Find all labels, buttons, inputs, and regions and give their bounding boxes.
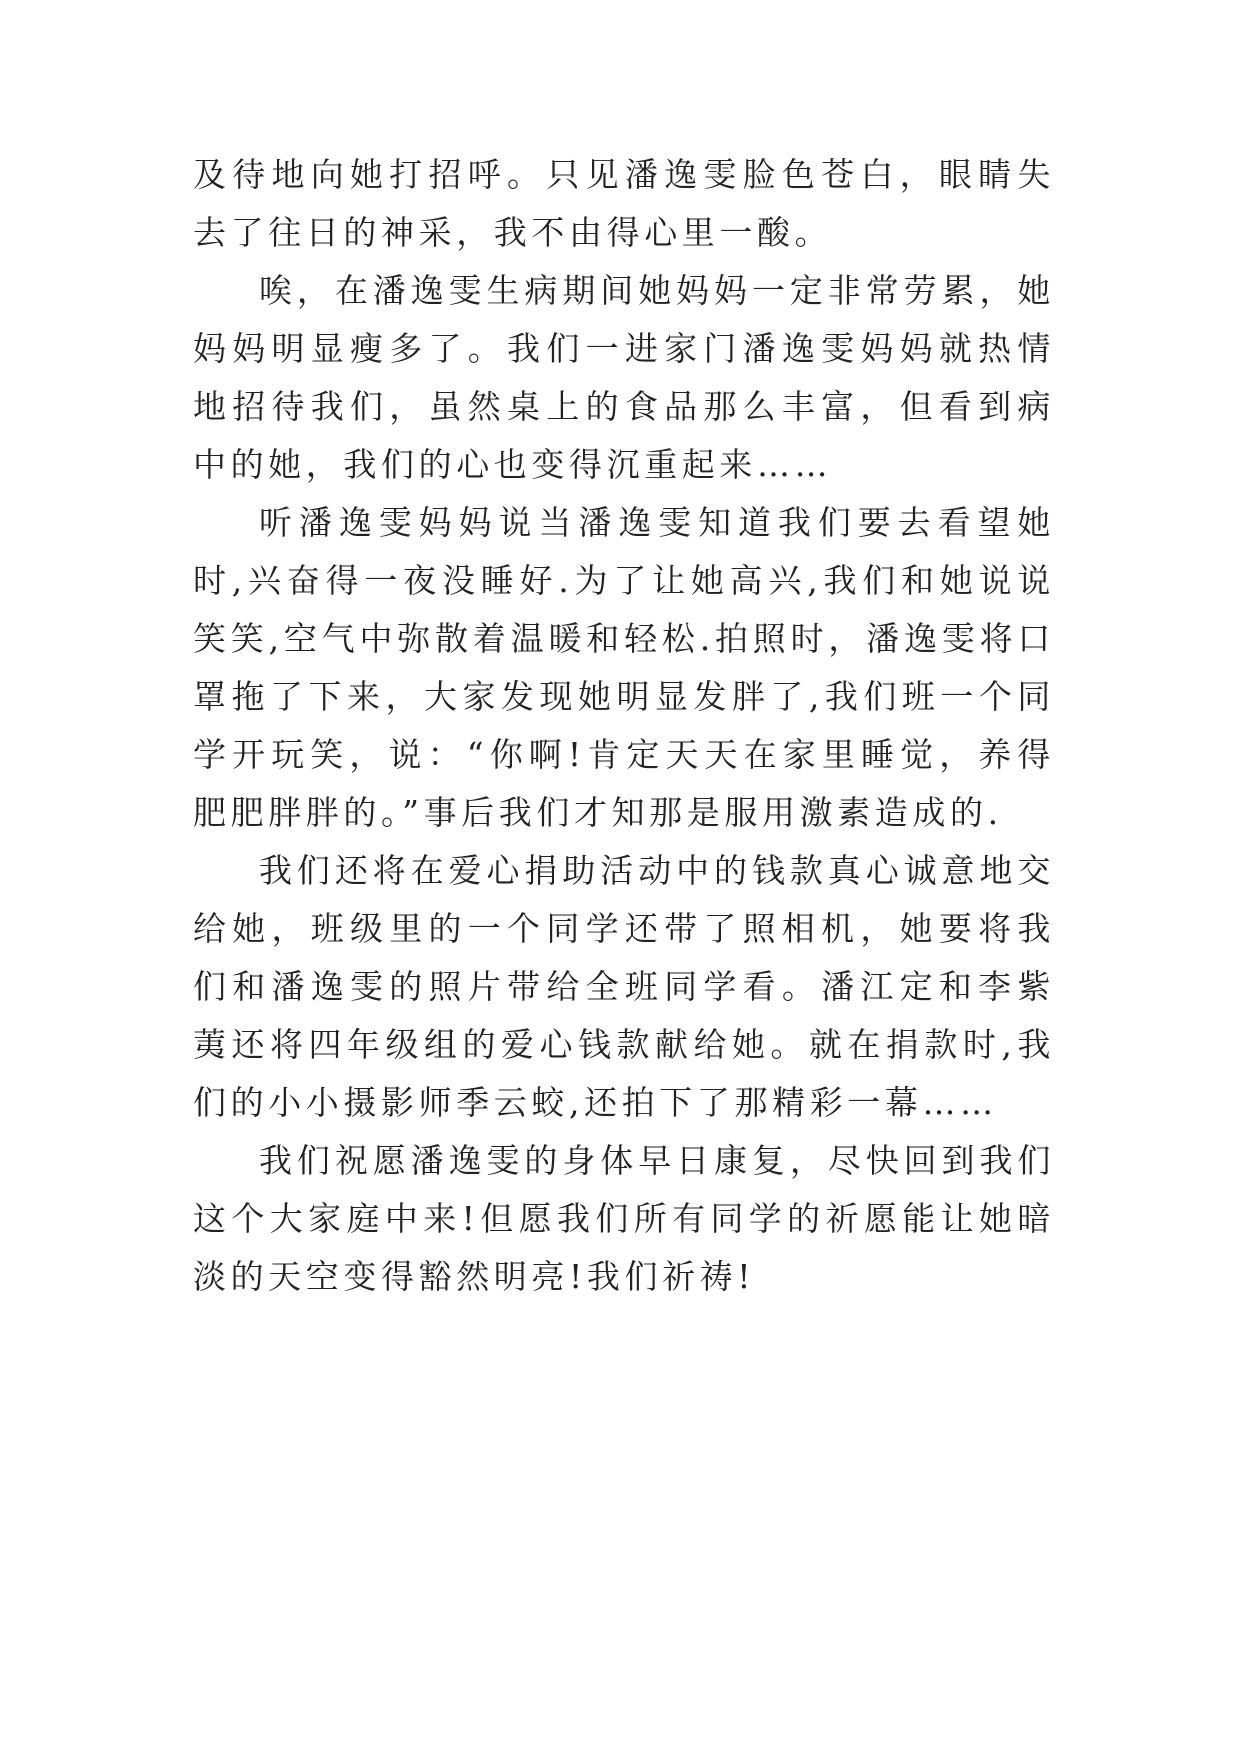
paragraph-4: 我们还将在爱心捐助活动中的钱款真心诚意地交给她，班级里的一个同学还带了照相机，她要将我们和潘逸雯的照片带给全班同学看。潘江定和李紫荑还将四年级组的爱心钱款献给她。就在捐款时,我们的小小摄影师季云蛟,还拍下了那精彩一幕…… <box>193 851 1055 1122</box>
paragraph-2: 唉，在潘逸雯生病期间她妈妈一定非常劳累，她妈妈明显瘦多了。我们一进家门潘逸雯妈妈就热情地招待我们，虽然桌上的食品那么丰富，但看到病中的她，我们的心也变得沉重起来…… <box>193 271 1055 484</box>
paragraph-1: 及待地向她打招呼。只见潘逸雯脸色苍白，眼睛失去了往日的神采，我不由得心里一酸。 <box>193 155 1055 252</box>
paragraph-5: 我们祝愿潘逸雯的身体早日康复，尽快回到我们这个大家庭中来!但愿我们所有同学的祈愿能让她暗淡的天空变得豁然明亮!我们祈祷! <box>193 1141 1055 1296</box>
paragraph-3: 听潘逸雯妈妈说当潘逸雯知道我们要去看望她时,兴奋得一夜没睡好.为了让她高兴,我们和她说说笑笑,空气中弥散着温暖和轻松.拍照时，潘逸雯将口罩拖了下来，大家发现她明显发胖了,我们班一个同学开玩笑，说：“你啊!肯定天天在家里睡觉，养得肥肥胖胖的。”事后我们才知那是服用激素造成的. <box>193 503 1055 832</box>
document-body <box>193 146 1055 1306</box>
